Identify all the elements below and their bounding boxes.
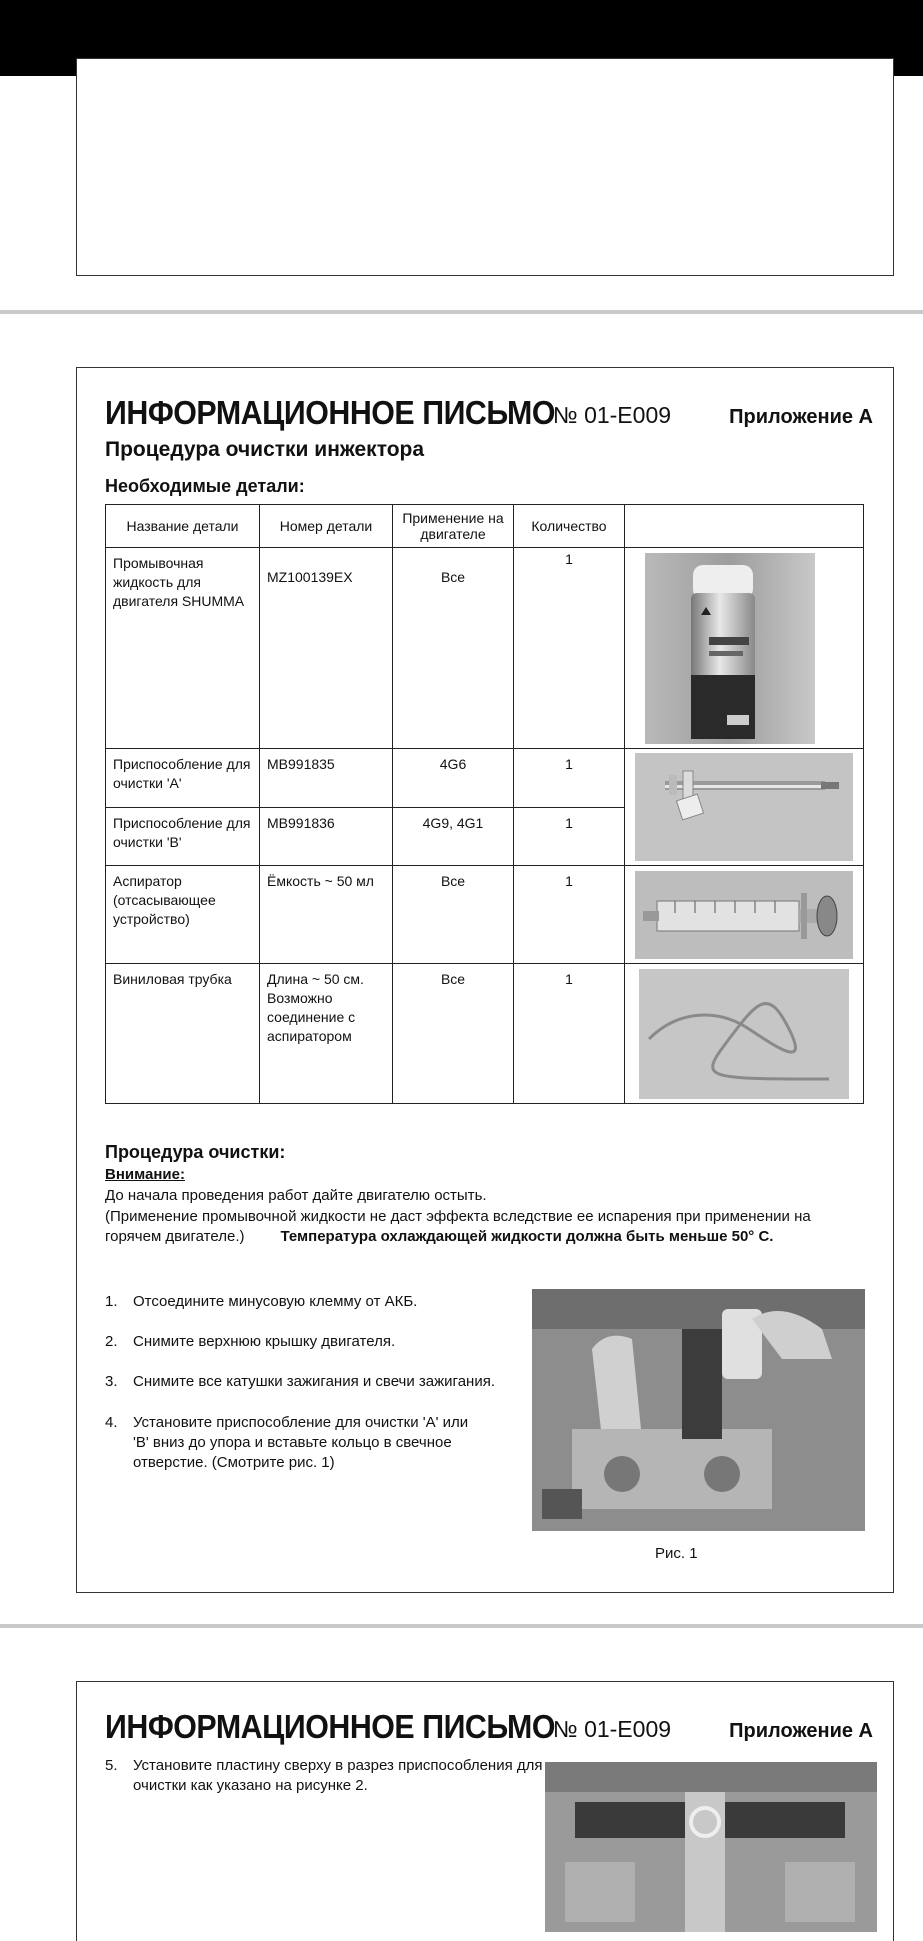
- letter-title: ИНФОРМАЦИОННОЕ ПИСЬМО: [105, 394, 555, 431]
- part-image-cell: [625, 548, 864, 749]
- step-number: 2.: [105, 1333, 118, 1350]
- step-item: [105, 1372, 525, 1392]
- spray-can-photo: [645, 553, 815, 744]
- document-page-1: [76, 58, 894, 276]
- step-item: [105, 1413, 485, 1473]
- table-row: [106, 749, 864, 808]
- part-number: Ёмкость ~ 50 мл: [260, 866, 393, 964]
- note-text: (Применение промывочной жидкости не даст эффекта вследствие ее испарения при применении на горячем двигателе.): [105, 1208, 811, 1245]
- appendix-label: Приложение А: [729, 1720, 873, 1742]
- col-header-part-number: Номер детали: [260, 505, 393, 548]
- cleaning-tool-photo: [635, 753, 853, 861]
- table-row: [106, 964, 864, 1104]
- part-engine: Все: [393, 964, 514, 1104]
- step-text: Установите приспособление для очистки 'A' или 'B' вниз до упора и вставьте кольцо в свечное отверстие. (Смотрите рис. 1): [133, 1414, 469, 1471]
- procedure-title: Процедура очистки инжектора: [105, 438, 425, 461]
- part-name: Промывочная жидкость для двигателя SHUMMA: [106, 548, 260, 749]
- document-page-3: [76, 1681, 894, 1941]
- part-quantity: 1: [514, 964, 625, 1104]
- part-name: Аспиратор (отсасывающее устройство): [106, 866, 260, 964]
- step-item: [105, 1292, 525, 1312]
- col-header-engine: Применение на двигателе: [393, 505, 514, 548]
- part-image-cell: [625, 749, 864, 866]
- step-number: 3.: [105, 1373, 118, 1390]
- parts-heading: Необходимые детали:: [105, 476, 305, 496]
- part-quantity: 1: [514, 807, 625, 866]
- part-number: MB991835: [260, 749, 393, 808]
- parts-table: [105, 504, 864, 1104]
- attention-label: Внимание:: [105, 1166, 185, 1183]
- table-header-row: [106, 505, 864, 548]
- part-quantity: 1: [514, 548, 625, 749]
- figure-2-photo: [545, 1762, 877, 1932]
- step-number: 4.: [105, 1414, 118, 1431]
- vinyl-tube-photo: [639, 969, 849, 1099]
- note-line-2: [105, 1207, 865, 1247]
- step-text: Отсоедините минусовую клемму от АКБ.: [133, 1293, 418, 1310]
- note-line-1: До начала проведения работ дайте двигателю остыть.: [105, 1187, 487, 1204]
- figure-1-photo: [532, 1289, 865, 1531]
- step-item: [105, 1332, 525, 1352]
- letter-header: [105, 392, 873, 432]
- cleaning-procedure-heading: Процедура очистки:: [105, 1142, 286, 1162]
- step-number: 5.: [105, 1757, 118, 1774]
- figure-1-caption: Рис. 1: [655, 1545, 698, 1562]
- part-engine: 4G9, 4G1: [393, 807, 514, 866]
- table-row: [106, 548, 864, 749]
- step-number: 1.: [105, 1293, 118, 1310]
- part-quantity: 1: [514, 866, 625, 964]
- appendix-label: Приложение А: [729, 406, 873, 428]
- col-header-name: Название детали: [106, 505, 260, 548]
- syringe-photo: [635, 871, 853, 959]
- note-temperature: Температура охлаждающей жидкости должна быть меньше 50° C.: [280, 1228, 774, 1245]
- part-name: Приспособление для очистки 'B': [106, 807, 260, 866]
- step-item: [105, 1756, 545, 1796]
- part-engine: Все: [393, 866, 514, 964]
- part-number: Длина ~ 50 см. Возможно соединение с аспиратором: [260, 964, 393, 1104]
- document-page-2: [76, 367, 894, 1593]
- page-separator: [0, 1624, 923, 1628]
- letter-number: № 01-E009: [553, 402, 672, 428]
- page-separator: [0, 310, 923, 314]
- part-number: MB991836: [260, 807, 393, 866]
- part-engine: Все: [393, 548, 514, 749]
- step-text: Снимите верхнюю крышку двигателя.: [133, 1333, 396, 1350]
- part-name: Виниловая трубка: [106, 964, 260, 1104]
- step-text: Снимите все катушки зажигания и свечи зажигания.: [133, 1373, 495, 1390]
- part-number: MZ100139EX: [260, 548, 393, 749]
- step-text: Установите пластину сверху в разрез приспособления для очистки как указано на рисунке 2.: [133, 1757, 543, 1794]
- letter-number: № 01-E009: [553, 1716, 672, 1742]
- part-engine: 4G6: [393, 749, 514, 808]
- letter-title: ИНФОРМАЦИОННОЕ ПИСЬМО: [105, 1708, 555, 1745]
- part-image-cell: [625, 866, 864, 964]
- col-header-quantity: Количество: [514, 505, 625, 548]
- letter-header: [105, 1706, 873, 1746]
- part-quantity: 1: [514, 749, 625, 808]
- col-header-image: [625, 505, 864, 548]
- part-image-cell: [625, 964, 864, 1104]
- table-row: [106, 866, 864, 964]
- part-name: Приспособление для очистки 'A': [106, 749, 260, 808]
